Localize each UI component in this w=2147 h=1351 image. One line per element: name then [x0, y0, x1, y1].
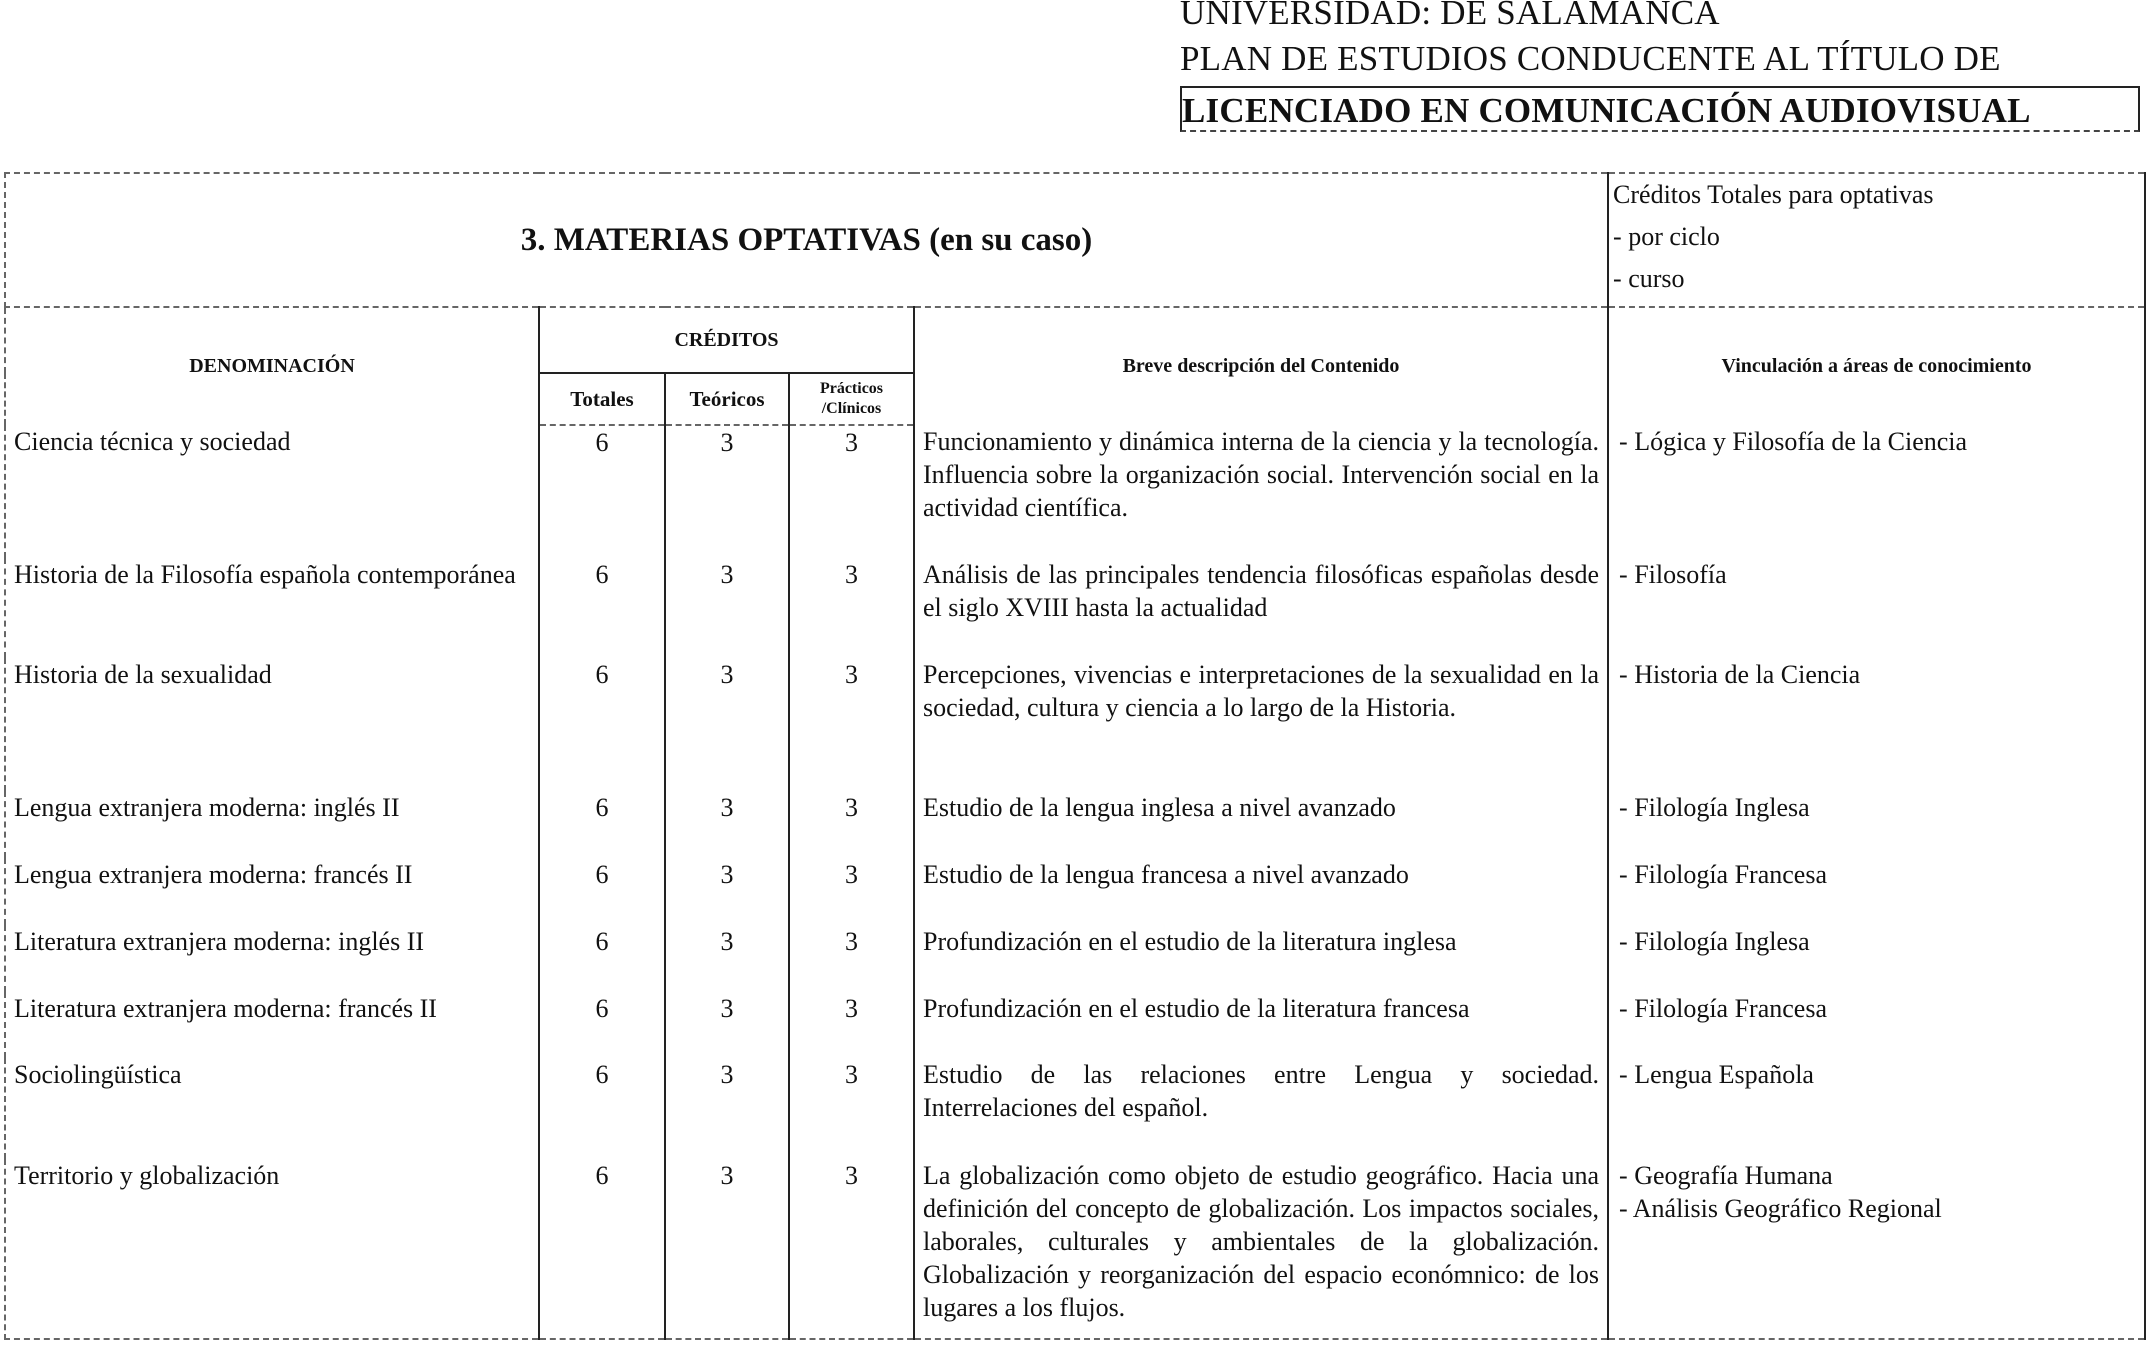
credits-practicos: 3 [789, 925, 914, 992]
credits-info-ciclo: - por ciclo [1613, 222, 1720, 251]
subject-description: Análisis de las principales tendencia filosóficas españolas desde el siglo XVIII hasta la actualidad [914, 558, 1608, 658]
credits-teoricos: 3 [665, 858, 789, 925]
table-row [5, 425, 2145, 558]
subject-name: Territorio y globalización [5, 1159, 539, 1339]
credits-totales: 6 [539, 1159, 665, 1339]
credits-totales: 6 [539, 658, 665, 791]
document-header [1180, 0, 2140, 132]
subject-areas: - Filosofía [1608, 558, 2145, 658]
column-header-teoricos: Teóricos [665, 373, 789, 425]
optional-subjects-table [4, 172, 2144, 1340]
subject-description: La globalización como objeto de estudio geográfico. Hacia una definición del concepto de globalización. Los impactos sociales, laborales, culturales y ambientales de la globalización. Globalización y reorganización del espacio económnico: de los lugares a los flujos. [914, 1159, 1608, 1339]
column-header-creditos: CRÉDITOS [539, 307, 914, 373]
credits-totales: 6 [539, 425, 665, 558]
subject-name: Literatura extranjera moderna: inglés II [5, 925, 539, 992]
section-title: 3. MATERIAS OPTATIVAS (en su caso) [5, 173, 1608, 307]
table-row [5, 791, 2145, 858]
credits-info-curso: - curso [1613, 264, 1685, 293]
credits-teoricos: 3 [665, 658, 789, 791]
subject-description: Profundización en el estudio de la literatura inglesa [914, 925, 1608, 992]
subject-description: Estudio de la lengua francesa a nivel avanzado [914, 858, 1608, 925]
column-header-practicos: Prácticos /Clínicos [789, 373, 914, 425]
credits-practicos: 3 [789, 558, 914, 658]
subject-name: Historia de la Filosofía española contemporánea [5, 558, 539, 658]
subject-areas: - Lengua Española [1608, 1058, 2145, 1159]
table-row [5, 558, 2145, 658]
subject-name: Historia de la sexualidad [5, 658, 539, 791]
subject-areas: - Filología Francesa [1608, 992, 2145, 1058]
subject-areas: - Filología Inglesa [1608, 791, 2145, 858]
column-header-totales: Totales [539, 373, 665, 425]
subject-areas: - Lógica y Filosofía de la Ciencia [1608, 425, 2145, 558]
plan-title: PLAN DE ESTUDIOS CONDUCENTE AL TÍTULO DE [1180, 39, 2001, 78]
table-row [5, 1159, 2145, 1339]
credits-info-total: Créditos Totales para optativas [1613, 180, 1934, 209]
credits-totales: 6 [539, 992, 665, 1058]
credits-info-box [1608, 173, 2145, 307]
subject-name: Sociolingüística [5, 1058, 539, 1159]
column-header-vinculacion: Vinculación a áreas de conocimiento [1608, 307, 2145, 425]
subject-description: Profundización en el estudio de la literatura francesa [914, 992, 1608, 1058]
subject-area-line: - Análisis Geográfico Regional [1619, 1194, 1942, 1223]
subject-description: Estudio de las relaciones entre Lengua y sociedad. Interrelaciones del español. [914, 1058, 1608, 1159]
subject-description: Estudio de la lengua inglesa a nivel avanzado [914, 791, 1608, 858]
table-row [5, 858, 2145, 925]
table-row [5, 658, 2145, 791]
credits-teoricos: 3 [665, 558, 789, 658]
column-header-denominacion: DENOMINACIÓN [5, 307, 539, 425]
credits-totales: 6 [539, 925, 665, 992]
credits-teoricos: 3 [665, 925, 789, 992]
subject-area-line: - Geografía Humana [1619, 1161, 1833, 1190]
subject-name: Lengua extranjera moderna: inglés II [5, 791, 539, 858]
subject-areas [1608, 1159, 2145, 1339]
subject-description: Funcionamiento y dinámica interna de la ciencia y la tecnología. Influencia sobre la organización social. Intervención social en la actividad científica. [914, 425, 1608, 558]
subject-areas: - Filología Inglesa [1608, 925, 2145, 992]
credits-practicos: 3 [789, 425, 914, 558]
subject-description: Percepciones, vivencias e interpretaciones de la sexualidad en la sociedad, cultura y ciencia a lo largo de la Historia. [914, 658, 1608, 791]
table-row [5, 925, 2145, 992]
subject-name: Literatura extranjera moderna: francés II [5, 992, 539, 1058]
subject-name: Lengua extranjera moderna: francés II [5, 858, 539, 925]
table-row [5, 992, 2145, 1058]
subject-areas: - Filología Francesa [1608, 858, 2145, 925]
credits-practicos: 3 [789, 658, 914, 791]
column-header-descripcion: Breve descripción del Contenido [914, 307, 1608, 425]
credits-teoricos: 3 [665, 1058, 789, 1159]
credits-practicos: 3 [789, 791, 914, 858]
credits-totales: 6 [539, 1058, 665, 1159]
credits-teoricos: 3 [665, 1159, 789, 1339]
degree-title: LICENCIADO EN COMUNICACIÓN AUDIOVISUAL [1180, 86, 2140, 132]
credits-practicos: 3 [789, 1159, 914, 1339]
university-name: UNIVERSIDAD: DE SALAMANCA [1180, 0, 1720, 32]
credits-teoricos: 3 [665, 425, 789, 558]
subject-areas: - Historia de la Ciencia [1608, 658, 2145, 791]
credits-totales: 6 [539, 791, 665, 858]
credits-practicos: 3 [789, 1058, 914, 1159]
credits-teoricos: 3 [665, 992, 789, 1058]
credits-totales: 6 [539, 558, 665, 658]
table-row [5, 1058, 2145, 1159]
credits-teoricos: 3 [665, 791, 789, 858]
credits-practicos: 3 [789, 992, 914, 1058]
credits-totales: 6 [539, 858, 665, 925]
credits-practicos: 3 [789, 858, 914, 925]
subject-name: Ciencia técnica y sociedad [5, 425, 539, 558]
